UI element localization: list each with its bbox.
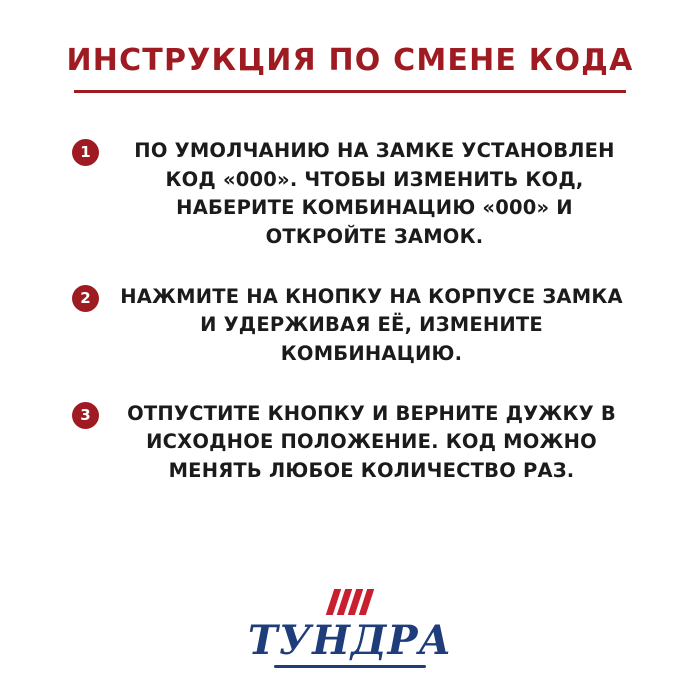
step-number-badge: 2 <box>72 285 99 312</box>
step-number-badge: 3 <box>72 402 99 429</box>
logo-stripes-icon <box>0 589 700 615</box>
page-title: ИНСТРУКЦИЯ ПО СМЕНЕ КОДА <box>66 43 634 78</box>
title-divider <box>74 90 626 93</box>
title-block <box>0 0 700 93</box>
steps-list <box>0 137 700 486</box>
logo-wordmark: ТУНДРА <box>247 617 453 664</box>
logo-underline <box>274 665 426 668</box>
step-text: ОТПУСТИТЕ КНОПКУ И ВЕРНИТЕ ДУЖКУ В ИСХОДНОЕ ПОЛОЖЕНИЕ. КОД МОЖНО МЕНЯТЬ ЛЮБОЕ КОЛИЧЕСТВО РАЗ. <box>127 401 616 482</box>
step-number-badge: 1 <box>72 139 99 166</box>
list-item <box>72 137 636 252</box>
brand-logo <box>0 589 700 668</box>
list-item <box>72 283 636 369</box>
list-item <box>72 400 636 486</box>
step-text: ПО УМОЛЧАНИЮ НА ЗАМКЕ УСТАНОВЛЕН КОД «000». ЧТОБЫ ИЗМЕНИТЬ КОД, НАБЕРИТЕ КОМБИНАЦИЮ «000» И ОТКРОЙТЕ ЗАМОК. <box>134 139 615 248</box>
step-text: НАЖМИТЕ НА КНОПКУ НА КОРПУСЕ ЗАМКА И УДЕРЖИВАЯ ЕЁ, ИЗМЕНИТЕ КОМБИНАЦИЮ. <box>120 284 623 365</box>
